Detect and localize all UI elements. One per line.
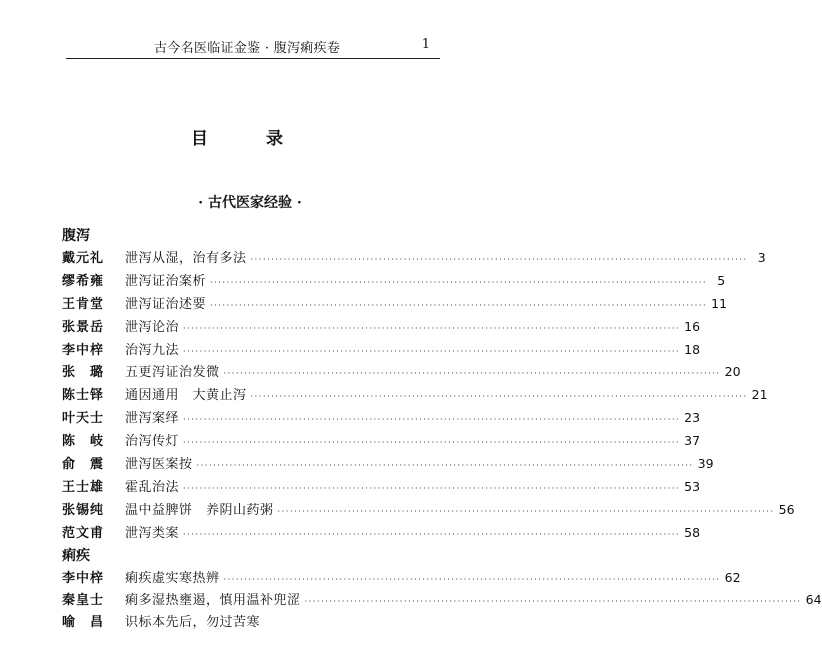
toc-entry[interactable] <box>62 247 766 270</box>
entry-author: 范文甫 <box>62 525 105 541</box>
toc-entries <box>62 225 822 635</box>
dot-leader: ························································································································ <box>223 574 721 584</box>
entry-author: 叶天士 <box>62 411 105 427</box>
category-heading: 腹泻 <box>62 228 90 244</box>
dot-leader: ························································································································ <box>196 461 694 471</box>
entry-page-number: 39 <box>697 456 714 472</box>
toc-entry[interactable] <box>62 339 701 362</box>
entry-page-number: 21 <box>751 387 768 403</box>
dot-leader: ························································································································ <box>183 438 681 448</box>
entry-author: 张锡纯 <box>62 502 105 518</box>
toc-entry[interactable] <box>62 316 701 339</box>
entry-author: 缪希雍 <box>62 273 105 289</box>
entry-page-number: 20 <box>724 364 741 380</box>
entry-topic: 五更泻证治发微 <box>125 365 220 381</box>
entry-page-number: 23 <box>684 410 701 426</box>
toc-entry[interactable] <box>62 589 822 612</box>
entry-page-number: 64 <box>805 592 822 608</box>
page-number: 1 <box>421 37 430 52</box>
toc-entry[interactable] <box>62 430 701 453</box>
entry-topic: 泄泻证治案析 <box>125 273 207 289</box>
section-title: · 古代医家经验 · <box>198 195 302 211</box>
entry-topic: 泄泻论治 <box>125 319 180 335</box>
entry-topic: 温中益脾饼 养阴山药粥 <box>125 502 274 518</box>
entry-page-number: 3 <box>757 250 766 265</box>
toc-entry[interactable] <box>62 453 714 476</box>
entry-author: 戴元礼 <box>62 251 105 266</box>
dot-leader: ························································································································ <box>183 346 681 356</box>
dot-leader: ························································································································ <box>250 392 748 402</box>
dot-leader: ························································································································ <box>223 369 721 379</box>
entry-author: 张景岳 <box>62 319 105 335</box>
entry-topic: 治泻九法 <box>125 342 180 358</box>
toc-entry[interactable] <box>62 567 741 590</box>
entry-author: 王肯堂 <box>62 296 105 312</box>
entry-page-number: 16 <box>684 318 701 334</box>
entry-topic: 泄泻案绎 <box>125 411 180 427</box>
book-title: 古今名医临证金鉴 · 腹泻痢疾卷 <box>154 41 341 56</box>
entry-topic: 泄泻医案按 <box>125 457 193 473</box>
running-header <box>66 36 440 59</box>
entry-topic: 泄泻从湿，治有多法 <box>125 251 247 266</box>
entry-topic: 治泻传灯 <box>125 434 180 450</box>
toc-entry[interactable] <box>62 522 701 545</box>
entry-topic: 霍乱治法 <box>125 479 180 495</box>
dot-leader: ························································································································ <box>183 529 681 539</box>
entry-author: 李中梓 <box>62 570 105 586</box>
entry-page-number: 53 <box>684 478 701 494</box>
entry-author: 陈 岐 <box>62 434 105 450</box>
dot-leader: ························································································································ <box>277 506 775 516</box>
entry-topic: 泄泻类案 <box>125 525 180 541</box>
entry-topic: 识标本先后，勿过苦寒 <box>125 615 261 631</box>
entry-author: 张 璐 <box>62 365 105 381</box>
toc-entry[interactable] <box>62 270 726 293</box>
entry-topic: 泄泻证治述要 <box>125 296 207 312</box>
entry-page-number: 37 <box>684 433 701 449</box>
category-heading: 痢疾 <box>62 547 90 564</box>
dot-leader: ························································································································ <box>250 255 748 264</box>
toc-entry[interactable] <box>62 476 701 499</box>
entry-author: 陈士铎 <box>62 388 105 404</box>
entry-author: 喻 昌 <box>62 615 105 631</box>
entry-page-number: 62 <box>724 569 741 585</box>
entry-topic: 痢多湿热壅遏，慎用温补兜涩 <box>125 593 301 609</box>
dot-leader: ························································································································ <box>183 483 681 493</box>
toc-entry[interactable] <box>62 361 741 384</box>
toc-entry[interactable] <box>62 499 795 522</box>
toc-title: 目 录 <box>191 129 309 149</box>
entry-author: 秦皇士 <box>62 593 105 609</box>
toc-entry[interactable] <box>62 293 728 316</box>
dot-leader: ························································································································ <box>183 323 681 333</box>
entry-author: 俞 震 <box>62 457 105 473</box>
dot-leader: ························································································································ <box>210 300 708 310</box>
entry-topic: 痢疾虚实寒热辨 <box>125 570 220 586</box>
toc-entry[interactable] <box>62 384 768 407</box>
toc-entry[interactable] <box>62 612 444 635</box>
dot-leader: ························································································································ <box>210 277 708 287</box>
toc-entry[interactable] <box>62 407 701 430</box>
dot-leader: ························································································································ <box>183 415 681 425</box>
entry-page-number: 11 <box>711 295 728 311</box>
entry-page-number: 18 <box>684 341 701 357</box>
dot-leader: ························································································································ <box>304 597 802 607</box>
entry-page-number: 58 <box>684 524 701 540</box>
entry-author: 王士雄 <box>62 479 105 495</box>
entry-page-number: 56 <box>778 501 795 517</box>
entry-author: 李中梓 <box>62 342 105 358</box>
entry-topic: 通因通用 大黄止泻 <box>125 388 247 404</box>
entry-page-number: 5 <box>717 272 726 288</box>
